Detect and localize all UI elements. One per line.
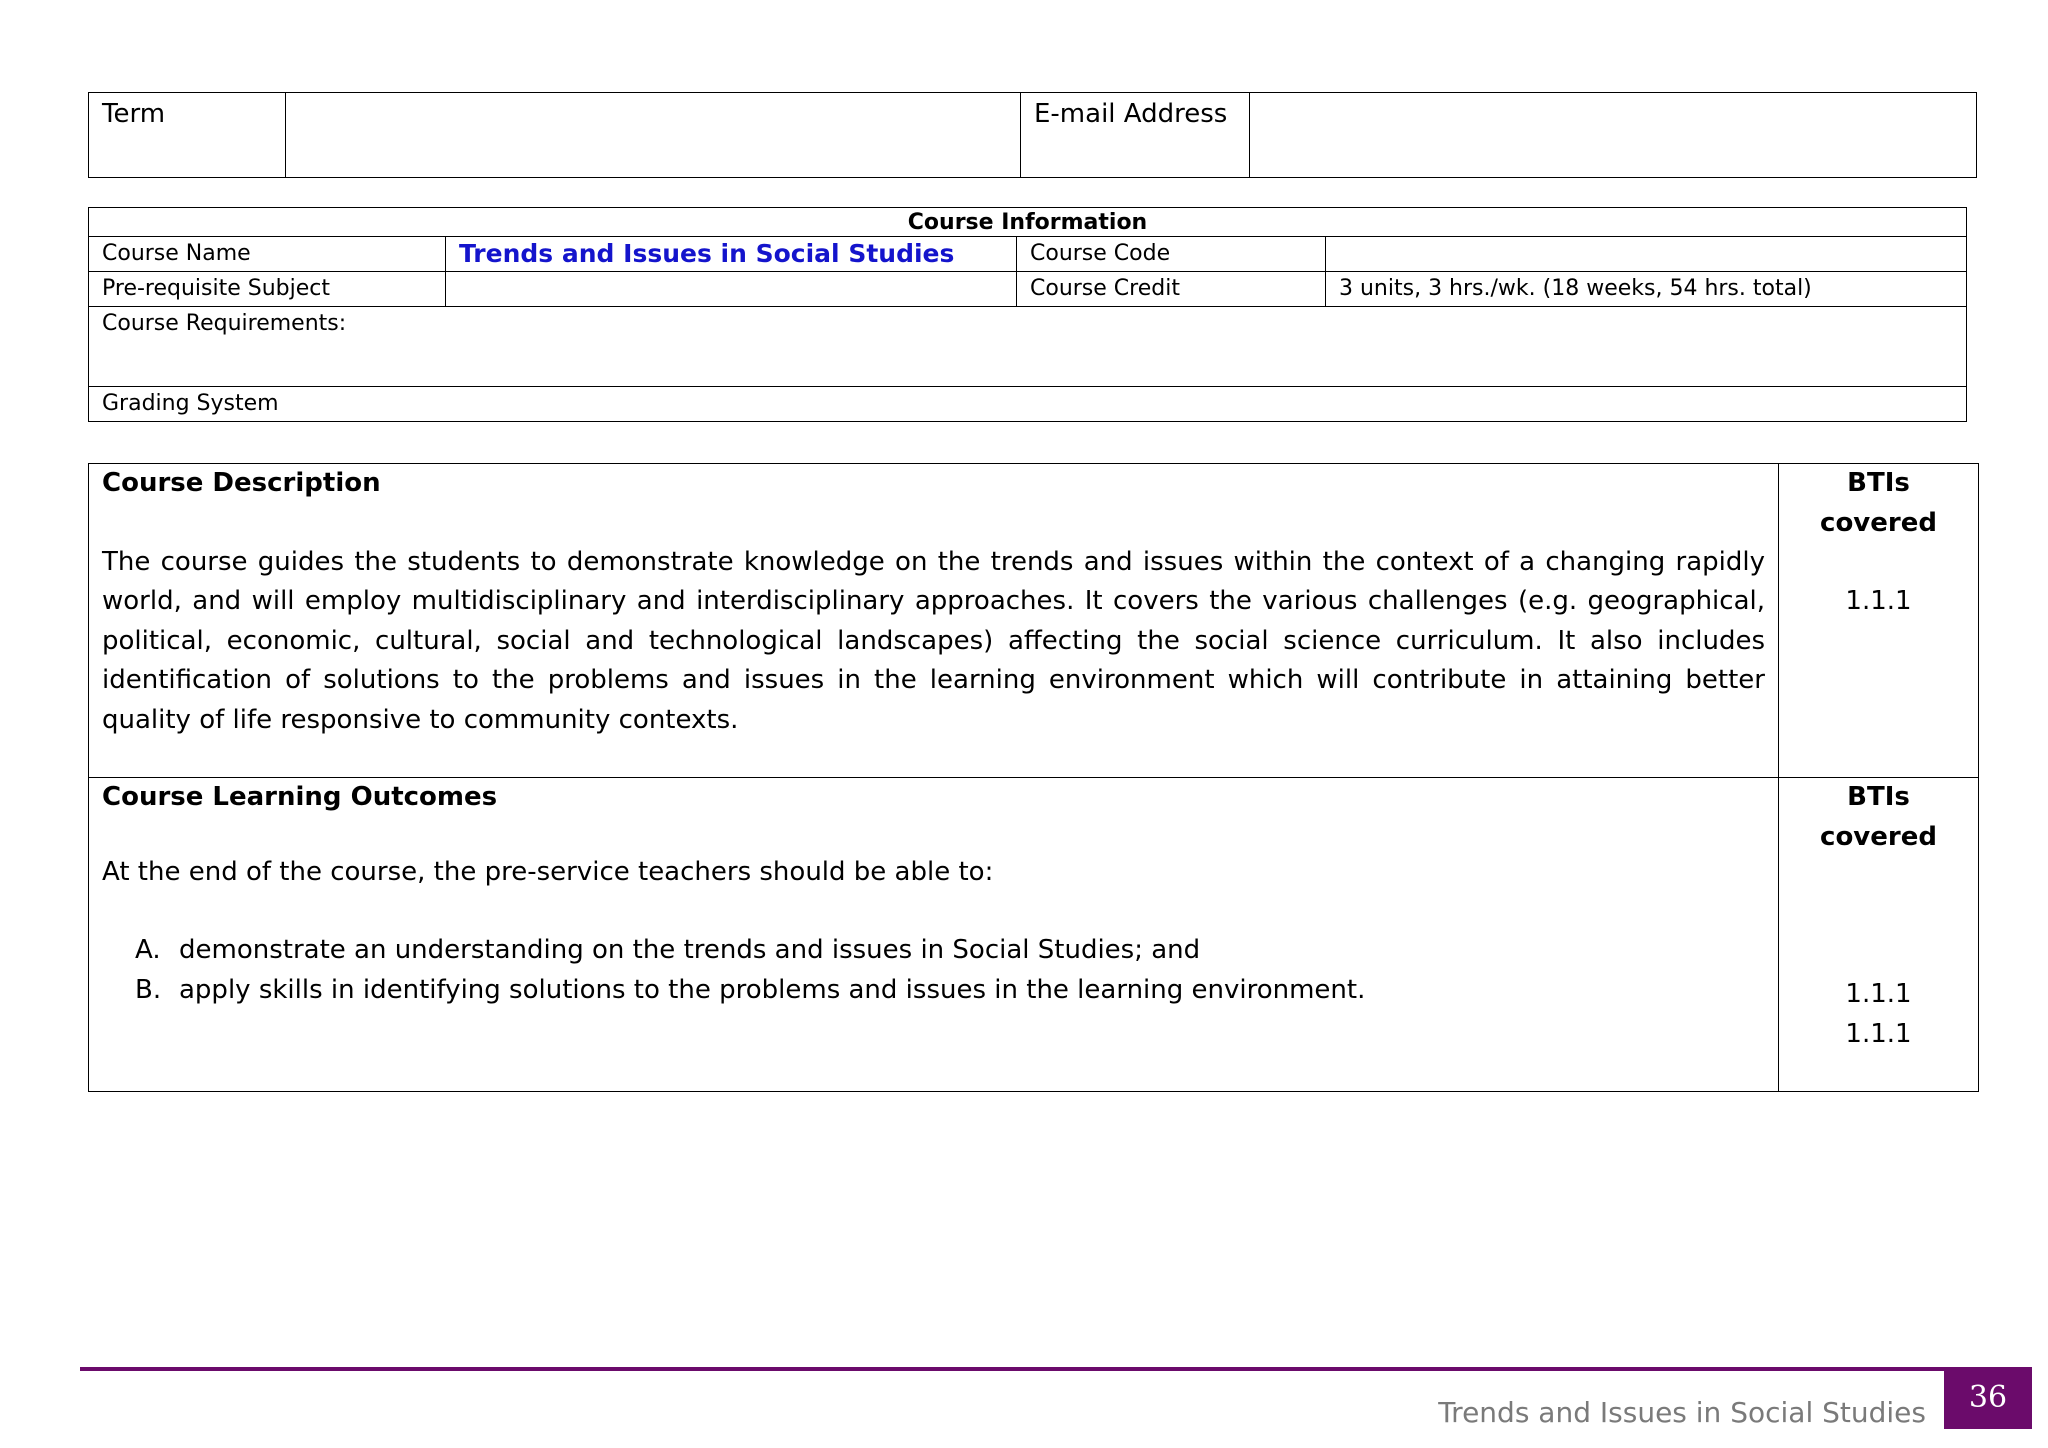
- course-name-label: Course Name: [89, 237, 446, 272]
- email-value: [1250, 93, 1977, 178]
- page-number: 36: [1944, 1367, 2032, 1429]
- outcomes-btis-cell: [1779, 778, 1979, 1092]
- list-item-text: apply skills in identifying solutions to the problems and issues in the learning environment.: [179, 974, 1366, 1005]
- term-value: [286, 93, 1021, 178]
- btis-value: 1.1.1: [1845, 586, 1912, 616]
- course-credit-value: 3 units, 3 hrs./wk. (18 weeks, 54 hrs. total): [1326, 272, 1967, 307]
- list-item-text: demonstrate an understanding on the trends and issues in Social Studies; and: [179, 935, 1201, 965]
- list-item: [135, 931, 1765, 971]
- course-code-value: [1326, 237, 1967, 272]
- email-label: E-mail Address: [1021, 93, 1250, 178]
- course-description-title: Course Description: [102, 468, 381, 498]
- prerequisite-value: [446, 272, 1017, 307]
- learning-outcomes-intro: At the end of the course, the pre-service teachers should be able to:: [102, 856, 994, 887]
- learning-outcomes-list: [102, 931, 1765, 1010]
- course-information-table: [88, 207, 1967, 422]
- prerequisite-label: Pre-requisite Subject: [89, 272, 446, 307]
- grading-system: Grading System: [89, 387, 1967, 422]
- course-details-table: [88, 463, 1979, 1092]
- btis-subheading: covered: [1820, 821, 1937, 852]
- btis-value: 1.1.1: [1845, 1018, 1912, 1049]
- course-description-cell: [89, 464, 1779, 778]
- btis-subheading: covered: [1820, 507, 1937, 538]
- footer-title: Trends and Issues in Social Studies: [1438, 1396, 1926, 1429]
- description-btis-cell: [1779, 464, 1979, 778]
- course-code-label: Course Code: [1017, 237, 1326, 272]
- learning-outcomes-cell: [89, 778, 1779, 1092]
- term-label: Term: [89, 93, 286, 178]
- course-requirements: Course Requirements:: [89, 307, 1967, 387]
- term-email-table: [88, 92, 1977, 178]
- learning-outcomes-title: Course Learning Outcomes: [102, 782, 498, 812]
- list-item: [135, 971, 1765, 1011]
- btis-value: 1.1.1: [1845, 979, 1912, 1009]
- list-marker: B.: [135, 974, 162, 1005]
- course-description-text: The course guides the students to demonstrate knowledge on the trends and issues within the context of a changing rapidly world, and will employ multidisciplinary and interdisciplinary approaches. It covers the various challenges (e.g. geographical, political, economic, cultural, social and technological landscapes) affecting the social science curriculum. It also includes identification of solutions to the problems and issues in the learning environment which will contribute in attaining better quality of life responsive to community contexts.: [102, 546, 1765, 735]
- btis-heading: BTIs: [1847, 782, 1910, 812]
- course-name-value: Trends and Issues in Social Studies: [446, 237, 1017, 272]
- course-credit-label: Course Credit: [1017, 272, 1326, 307]
- course-information-header: Course Information: [89, 208, 1967, 237]
- footer-rule: [80, 1367, 1948, 1371]
- btis-heading: BTIs: [1847, 468, 1910, 498]
- list-marker: A.: [135, 935, 161, 965]
